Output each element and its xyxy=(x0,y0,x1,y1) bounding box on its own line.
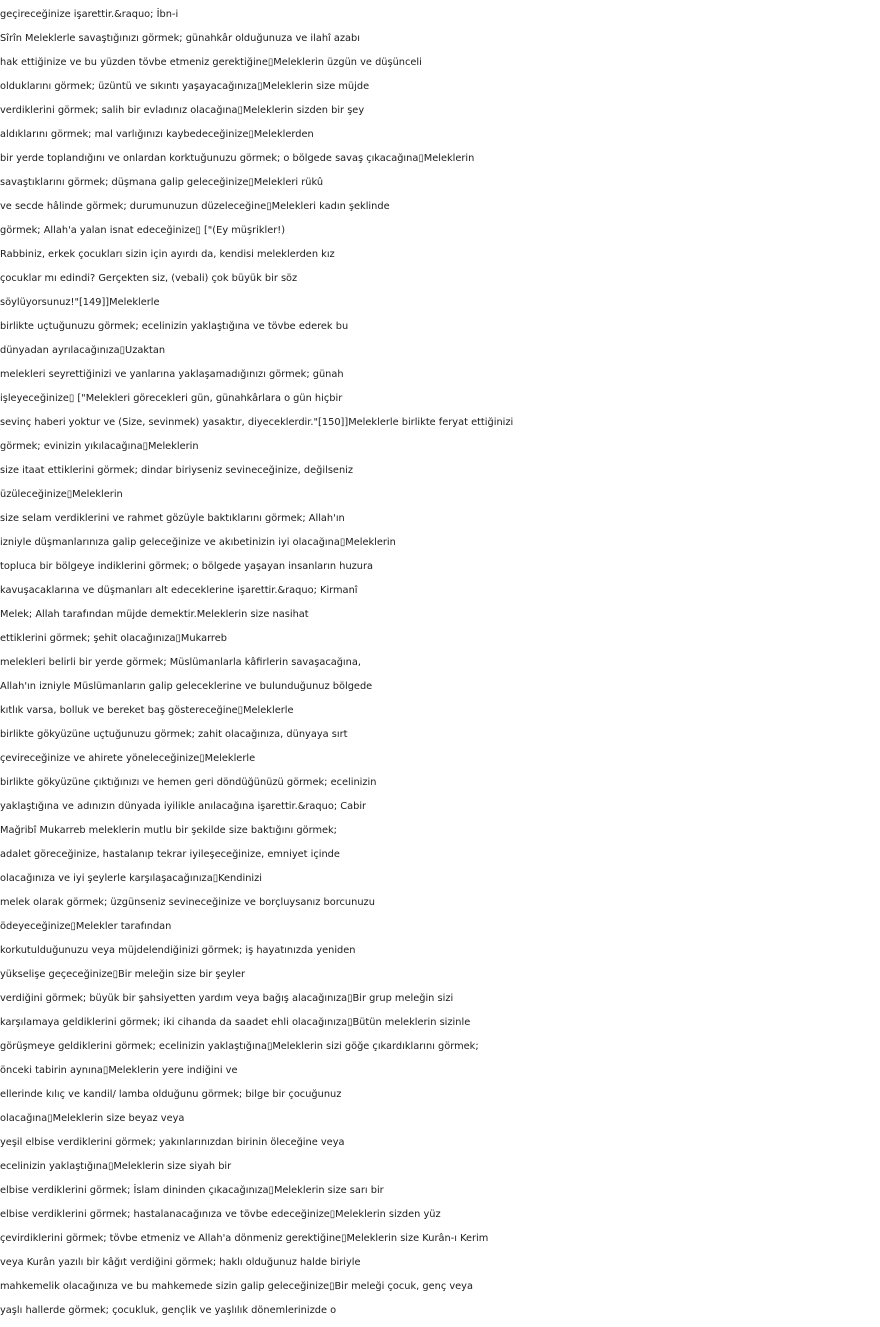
text-line: yaklaştığına ve adınızın dünyada iyilikle anılacağına işarettir.&raquo; Cabir xyxy=(0,801,367,812)
text-line: bir yerde toplandığını ve onlardan korktuğunuzu görmek; o bölgede savaş çıkacağına▯Meleklerin xyxy=(0,153,475,164)
text-line: geçireceğinize işarettir.&raquo; İbn-i xyxy=(0,9,179,20)
text-line: Rabbiniz, erkek çocukları sizin için ayırdı da, kendisi meleklerden kız xyxy=(0,249,335,260)
text-line: yeşil elbise verdiklerini görmek; yakınlarınızdan birinin öleceğine veya xyxy=(0,1137,345,1148)
text-line: ettiklerini görmek; şehit olacağınıza▯Mukarreb xyxy=(0,633,227,644)
text-line: olacağınıza ve iyi şeylerle karşılaşacağınıza▯Kendinizi xyxy=(0,873,263,884)
text-line: kıtlık varsa, bolluk ve bereket baş göstereceğine▯Meleklerle xyxy=(0,705,294,716)
text-line: melekleri belirli bir yerde görmek; Müslümanlarla kâfirlerin savaşacağına, xyxy=(0,657,361,668)
text-line: karşılamaya geldiklerini görmek; iki cihanda da saadet ehli olacağınıza▯Bütün meleklerin sizinle xyxy=(0,1017,471,1028)
text-line: söylüyorsunuz!"[149]]Meleklerle xyxy=(0,297,160,308)
text-line: yükselişe geçeceğinize▯Bir meleğin size bir şeyler xyxy=(0,969,246,980)
text-line: görüşmeye geldiklerini görmek; ecelinizin yaklaştığına▯Meleklerin sizi göğe çıkardıklarını görmek; xyxy=(0,1041,479,1052)
text-line: size itaat ettiklerini görmek; dindar biriyseniz sevineceğinize, değilseniz xyxy=(0,465,354,476)
text-line: mahkemelik olacağınıza ve bu mahkemede sizin galip geleceğinize▯Bir meleği çocuk, genç veya xyxy=(0,1281,473,1292)
text-line: korkutulduğunuzu veya müjdelendiğinizi görmek; iş hayatınızda yeniden xyxy=(0,945,356,956)
text-line: birlikte gökyüzüne çıktığınızı ve hemen geri döndüğünüzü görmek; ecelinizin xyxy=(0,777,377,788)
text-line: elbise verdiklerini görmek; hastalanacağınıza ve tövbe edeceğinize▯Meleklerin sizden yüz xyxy=(0,1209,441,1220)
text-line: hak ettiğinize ve bu yüzden tövbe etmeniz gerektiğine▯Meleklerin üzgün ve düşünceli xyxy=(0,57,422,68)
text-line: ve secde hâlinde görmek; durumunuzun düzeleceğine▯Melekleri kadın şeklinde xyxy=(0,201,390,212)
text-line: yaşlı hallerde görmek; çocukluk, gençlik ve yaşlılık dönemlerinizde o xyxy=(0,1305,337,1316)
text-line: elbise verdiklerini görmek; İslam dininden çıkacağınıza▯Meleklerin size sarı bir xyxy=(0,1185,384,1196)
text-line: olduklarını görmek; üzüntü ve sıkıntı yaşayacağınıza▯Meleklerin size müjde xyxy=(0,81,370,92)
text-line: birlikte uçtuğunuzu görmek; ecelinizin yaklaştığına ve tövbe ederek bu xyxy=(0,321,349,332)
text-line: Sîrîn Meleklerle savaştığınızı görmek; günahkâr olduğunuza ve ilahî azabı xyxy=(0,33,360,44)
text-line: önceki tabirin aynına▯Meleklerin yere indiğini ve xyxy=(0,1065,238,1076)
text-line: Melek; Allah tarafından müjde demektir.Meleklerin size nasihat xyxy=(0,609,309,620)
text-line: ödeyeceğinize▯Melekler tarafından xyxy=(0,921,172,932)
text-line: verdiğini görmek; büyük bir şahsiyetten yardım veya bağış alacağınıza▯Bir grup meleğin sizi xyxy=(0,993,454,1004)
text-line: birlikte gökyüzüne uçtuğunuzu görmek; zahit olacağınıza, dünyaya sırt xyxy=(0,729,348,740)
text-line: size selam verdiklerini ve rahmet gözüyle baktıklarını görmek; Allah'ın xyxy=(0,513,345,524)
text-line: veya Kurân yazılı bir kâğıt verdiğini görmek; haklı olduğunuz halde biriyle xyxy=(0,1257,361,1268)
text-line: melekleri seyrettiğinizi ve yanlarına yaklaşamadığınızı görmek; günah xyxy=(0,369,344,380)
text-line: melek olarak görmek; üzgünseniz sevineceğinize ve borçluysanız borcunuzu xyxy=(0,897,375,908)
text-line: sevinç haberi yoktur ve (Size, sevinmek) yasaktır, diyeceklerdir."[150]]Meleklerle birlikte feryat ettiğinizi xyxy=(0,417,514,428)
text-line: izniyle düşmanlarınıza galip geleceğinize ve akıbetinizin iyi olacağına▯Meleklerin xyxy=(0,537,396,548)
text-line: Mağribî Mukarreb meleklerin mutlu bir şekilde size baktığını görmek; xyxy=(0,825,337,836)
document-body xyxy=(0,3,880,1323)
text-line: çocuklar mı edindi? Gerçekten siz, (vebali) çok büyük bir söz xyxy=(0,273,298,284)
text-line: kavuşacaklarına ve düşmanları alt edeceklerine işarettir.&raquo; Kirmanî xyxy=(0,585,358,596)
text-line: olacağına▯Meleklerin size beyaz veya xyxy=(0,1113,185,1124)
text-line: çevirdiklerini görmek; tövbe etmeniz ve Allah'a dönmeniz gerektiğine▯Meleklerin size Kurân-ı Kerim xyxy=(0,1233,489,1244)
text-line: ecelinizin yaklaştığına▯Meleklerin size siyah bir xyxy=(0,1161,232,1172)
text-line: verdiklerini görmek; salih bir evladınız olacağına▯Meleklerin sizden bir şey xyxy=(0,105,365,116)
text-line: Allah'ın izniyle Müslümanların galip geleceklerine ve bulunduğunuz bölgede xyxy=(0,681,373,692)
text-line: görmek; Allah'a yalan isnat edeceğinize▯ ["(Ey müşrikler!) xyxy=(0,225,286,236)
text-line: üzüleceğinize▯Meleklerin xyxy=(0,489,123,500)
text-line: işleyeceğinize▯ ["Melekleri görecekleri gün, günahkârlara o gün hiçbir xyxy=(0,393,343,404)
text-line: dünyadan ayrılacağınıza▯Uzaktan xyxy=(0,345,166,356)
text-line: çevireceğinize ve ahirete yöneleceğinize▯Meleklerle xyxy=(0,753,256,764)
text-line: aldıklarını görmek; mal varlığınızı kaybedeceğinize▯Meleklerden xyxy=(0,129,314,140)
text-line: görmek; evinizin yıkılacağına▯Meleklerin xyxy=(0,441,199,452)
text-line: ellerinde kılıç ve kandil/ lamba olduğunu görmek; bilge bir çocuğunuz xyxy=(0,1089,342,1100)
text-line: topluca bir bölgeye indiklerini görmek; o bölgede yaşayan insanların huzura xyxy=(0,561,374,572)
text-line: savaştıklarını görmek; düşmana galip geleceğinize▯Melekleri rükû xyxy=(0,177,324,188)
text-line: adalet göreceğinize, hastalanıp tekrar iyileşeceğinize, emniyet içinde xyxy=(0,849,340,860)
